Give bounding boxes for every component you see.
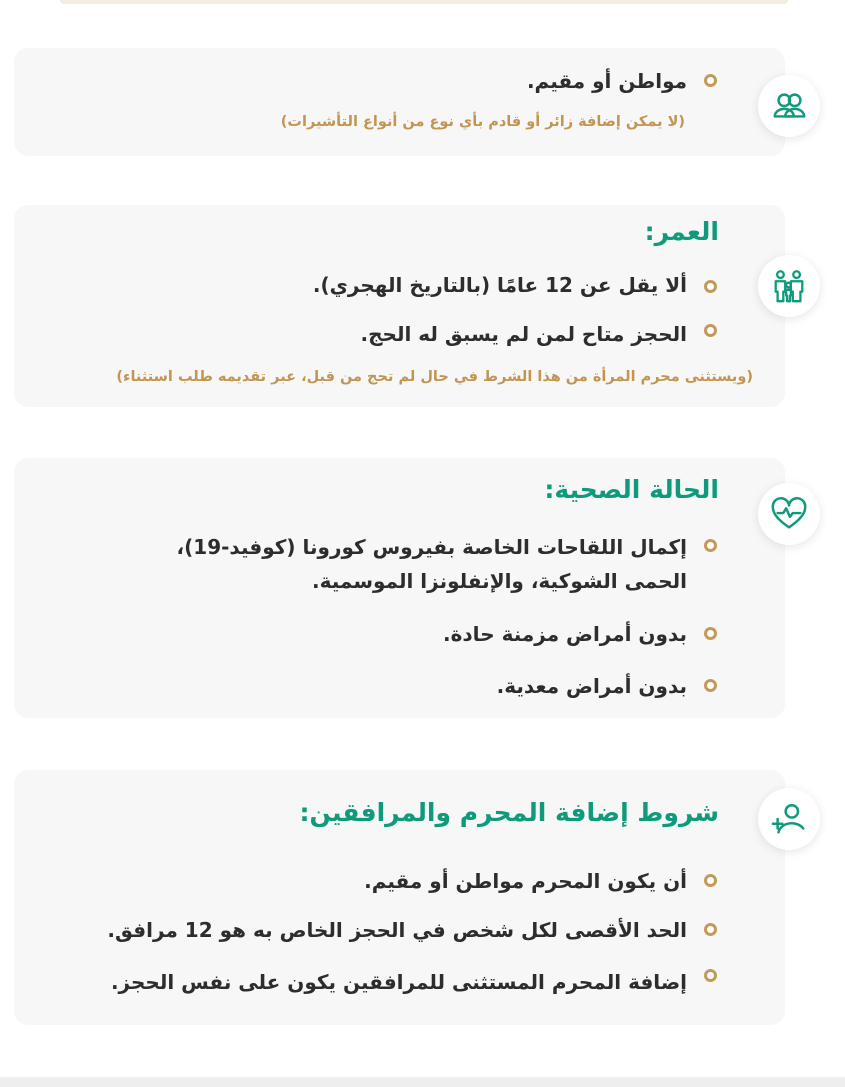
bullet-icon [704, 280, 717, 293]
previous-card-edge [60, 0, 788, 4]
condition-item: الحجز متاح لمن لم يسبق له الحج. [360, 322, 687, 346]
heart-pulse-icon [758, 483, 820, 545]
users-icon [758, 75, 820, 137]
condition-item: مواطن أو مقيم. [526, 69, 687, 93]
condition-item: إضافة المحرم المستثنى للمرافقين يكون على نفس الحجز. [110, 970, 687, 994]
condition-note: (ويستثنى محرم المرأة من هذا الشرط في حال لم تحج من قبل، عبر تقديمه طلب استثناء) [116, 369, 753, 385]
bullet-icon [704, 874, 717, 887]
bullet-icon [704, 627, 717, 640]
card-health [14, 458, 785, 718]
section-title: شروط إضافة المحرم والمرافقين: [299, 798, 719, 827]
next-section-edge [0, 1077, 845, 1087]
section-title: العمر: [644, 217, 719, 246]
card-residency [14, 48, 785, 156]
section-title: الحالة الصحية: [544, 475, 719, 504]
card-companions [14, 770, 785, 1025]
condition-item: الحد الأقصى لكل شخص في الحجز الخاص به هو 12 مرافق. [107, 918, 687, 942]
condition-item: إكمال اللقاحات الخاصة بفيروس كورونا (كوفيد-19)، [176, 535, 687, 559]
condition-item: بدون أمراض مزمنة حادة. [443, 622, 687, 646]
condition-item: أن يكون المحرم مواطن أو مقيم. [364, 869, 687, 893]
bullet-icon [704, 539, 717, 552]
condition-item: ألا يقل عن 12 عامًا (بالتاريخ الهجري). [312, 273, 687, 297]
bullet-icon [704, 324, 717, 337]
condition-item: بدون أمراض معدية. [496, 674, 687, 698]
bullet-icon [704, 74, 717, 87]
bullet-icon [704, 923, 717, 936]
bullet-icon [704, 679, 717, 692]
family-icon [758, 255, 820, 317]
condition-item-continued: الحمى الشوكية، والإنفلونزا الموسمية. [312, 569, 687, 593]
user-add-icon [758, 788, 820, 850]
card-age [14, 205, 785, 407]
condition-note: (لا يمكن إضافة زائر أو قادم بأي نوع من أنواع التأشيرات) [280, 114, 685, 130]
bullet-icon [704, 969, 717, 982]
